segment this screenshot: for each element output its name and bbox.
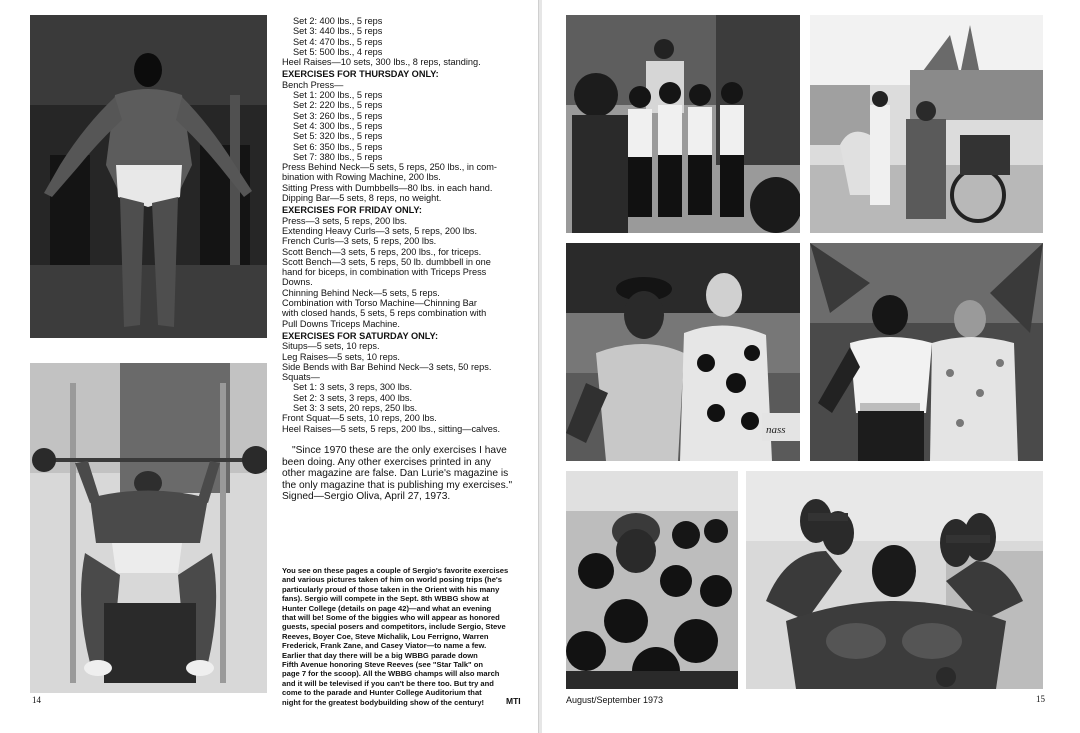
workout-line: hand for biceps, in combination with Triceps Press	[282, 267, 487, 278]
quote-line: "Since 1970 these are the only exercises I have	[292, 445, 507, 456]
caption-line: night for the greatest bodybuilding show of the century!	[282, 697, 485, 707]
workout-line: Leg Raises—5 sets, 10 reps.	[282, 351, 400, 362]
workout-line: Bench Press—	[282, 79, 344, 90]
workout-line: Heel Raises—10 sets, 300 lbs., 8 reps, standing.	[282, 57, 481, 68]
caption-line: Fifth Avenue honoring Steve Reeves (see "Star Talk" on	[282, 660, 484, 670]
workout-program	[282, 16, 532, 434]
photo-dumbbell-curl	[746, 471, 1043, 689]
workout-line: Set 2: 400 lbs., 5 reps	[293, 16, 383, 26]
workout-line: Scott Bench—3 sets, 5 reps, 200 lbs., for triceps.	[282, 246, 482, 257]
footer-mark: MTI	[506, 696, 521, 706]
photo-bench-press	[30, 363, 267, 693]
caption-line: Frederick, Frank Zane, and Casey Viator—to name a few.	[282, 641, 487, 651]
caption-line: page 7 for the scoop). All the WBBG champs will also march	[282, 669, 500, 679]
caption-line: fans). Sergio will compete in the Sept. 8th WBBG show at	[282, 594, 489, 604]
feature-caption	[282, 566, 532, 707]
workout-line: Set 4: 470 lbs., 5 reps	[293, 36, 383, 47]
workout-line: Set 3: 3 sets, 20 reps, 250 lbs.	[293, 402, 418, 413]
caption-line: that will be! Some of the biggies who will appear as honored	[282, 613, 500, 623]
workout-line: Set 6: 350 lbs., 5 reps	[293, 141, 383, 152]
caption-line: Hunter College (details on page 42)—and what an evening	[282, 603, 492, 613]
quote-line: Signed—Sergio Oliva, April 27, 1973.	[282, 491, 451, 502]
caption-line: and various pictures taken of him on world posing trips (he's	[282, 575, 502, 585]
workout-line: Situps—5 sets, 10 reps.	[282, 341, 380, 352]
right-page	[542, 0, 1080, 733]
caption-line: and it will be televised if you can't be there too. But try and	[282, 678, 494, 688]
quote-line: the only magazine that is publishing my exercises."	[282, 479, 513, 491]
signed-quote	[282, 445, 532, 503]
photo-back-pose	[30, 15, 267, 338]
workout-line: Set 3: 260 lbs., 5 reps	[293, 110, 383, 121]
workout-line: French Curls—3 sets, 5 reps, 200 lbs.	[282, 236, 437, 247]
workout-line: Chinning Behind Neck—5 sets, 5 reps.	[282, 287, 440, 298]
issue-date: August/September 1973	[566, 695, 664, 705]
shop-sign-text: nass	[766, 424, 786, 436]
workout-line: Press Behind Neck—5 sets, 5 reps, 250 lbs., in com-	[282, 162, 497, 173]
caption-line: Reeves, Boyer Coe, Steve Michalik, Lou Ferrigno, Warren	[282, 631, 489, 641]
workout-line: Extending Heavy Curls—3 sets, 5 reps, 200 lbs.	[282, 225, 478, 236]
workout-line: Sitting Press with Dumbbells—80 lbs. in each hand.	[282, 182, 493, 193]
caption-line: Earlier that day there will be a big WBBG parade down	[282, 650, 478, 660]
photo-carriage-street	[810, 15, 1043, 233]
workout-line: Set 7: 380 lbs., 5 reps	[293, 151, 383, 162]
quote-line: been doing. Any other exercises printed in any	[282, 456, 491, 468]
photo-schoolgirls-group	[566, 15, 800, 233]
quote-line: other magazine are false. Dan Lurie's magazine is	[282, 468, 509, 479]
workout-line: Set 5: 500 lbs., 4 reps	[293, 46, 383, 57]
page-number-right: 15	[1036, 694, 1045, 704]
workout-line: Set 5: 320 lbs., 5 reps	[293, 131, 383, 142]
left-page	[0, 0, 538, 733]
page-number-left: 14	[32, 695, 41, 705]
workout-line: Heel Raises—5 sets, 5 reps, 200 lbs., sitting—calves.	[282, 423, 501, 434]
photo-crowd-children	[566, 471, 738, 689]
workout-line: Combination with Torso Machine—Chinning Bar	[282, 298, 477, 309]
section-heading: EXERCISES FOR FRIDAY ONLY:	[282, 205, 422, 216]
caption-line: come to the parade and Hunter College Auditorium that	[282, 688, 482, 698]
caption-line: particularly proud of those taken in the Orient with his many	[282, 584, 500, 594]
workout-line: Pull Downs Triceps Machine.	[282, 318, 400, 329]
workout-line: Scott Bench—3 sets, 5 reps, 50 lb. dumbbell in one	[282, 256, 491, 267]
workout-line: bination with Rowing Machine, 200 lbs.	[282, 172, 441, 183]
workout-line: Press—3 sets, 5 reps, 200 lbs.	[282, 215, 408, 226]
workout-line: Set 3: 440 lbs., 5 reps	[293, 26, 383, 37]
caption-line: guests, special posers and competitors, include Sergio, Steve	[282, 622, 506, 632]
photo-sergio-floral-shirt	[810, 243, 1043, 461]
workout-line: Squats—	[282, 372, 320, 383]
workout-line: Set 1: 3 sets, 3 reps, 300 lbs.	[293, 382, 412, 393]
workout-line: Set 4: 300 lbs., 5 reps	[293, 120, 383, 131]
workout-line: Set 2: 3 sets, 3 reps, 400 lbs.	[293, 392, 412, 403]
caption-line: You see on these pages a couple of Sergio's favorite exercises	[282, 566, 509, 575]
workout-line: with closed hands, 5 sets, 5 reps combination with	[282, 308, 487, 319]
section-heading: EXERCISES FOR THURSDAY ONLY:	[282, 69, 439, 80]
workout-line: Side Bends with Bar Behind Neck—3 sets, 50 reps.	[282, 361, 492, 372]
workout-line: Downs.	[282, 277, 313, 288]
workout-line: Front Squat—5 sets, 10 reps, 200 lbs.	[282, 413, 437, 424]
workout-line: Set 2: 220 lbs., 5 reps	[293, 100, 383, 111]
workout-line: Set 1: 200 lbs., 5 reps	[293, 90, 383, 101]
section-heading: EXERCISES FOR SATURDAY ONLY:	[282, 330, 439, 341]
workout-line: Dipping Bar—5 sets, 8 reps, no weight.	[282, 193, 442, 204]
photo-sergio-patterned-shirt	[566, 243, 800, 461]
